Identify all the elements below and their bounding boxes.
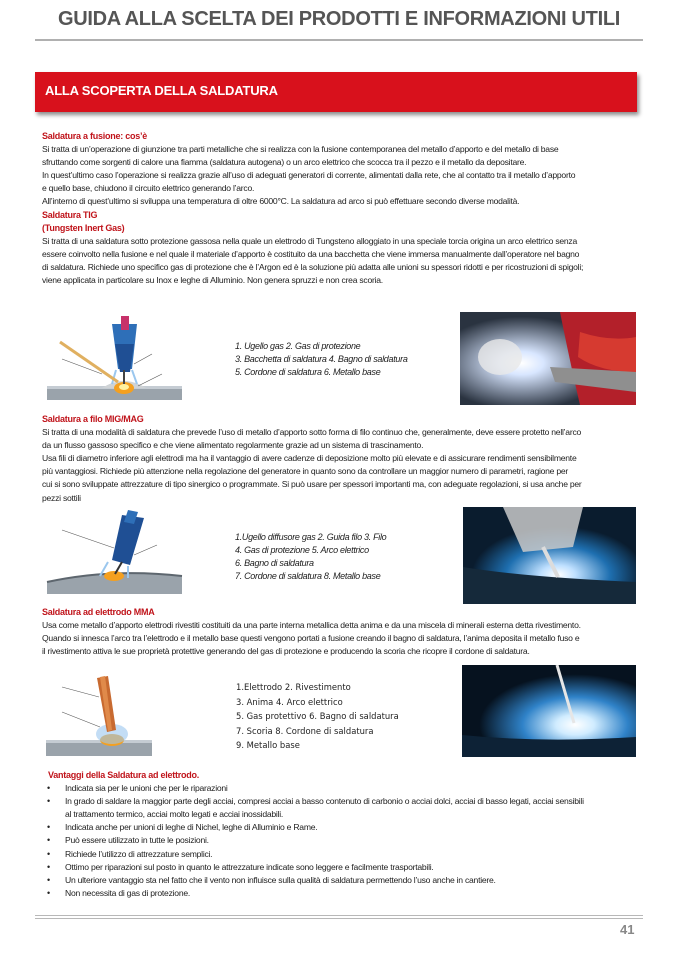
tig-legend-line: 3. Bacchetta di saldatura 4. Bagno di saldatura [235,354,408,364]
fusione-heading: Saldatura a fusione: cos’è [42,131,148,141]
mig-line: più vantaggiosi. Richiede più attenzione nella regolazione del generatore in quanto sono da controllare un maggior numero di parametri, ragione per [42,466,569,477]
list-item: • Richiede l’utilizzo di attrezzature semplici. [42,848,642,861]
tig-subheading: (Tungsten Inert Gas) [42,222,125,233]
mig-line: Usa fili di diametro inferiore agli elettrodi ma ha il vantaggio di avere cadenze di deposizione molto più elevate e di assicurare rendimenti sensibilmente [42,453,577,464]
mig-legend-line: 4. Gas di protezione 5. Arco elettrico [235,545,369,555]
mma-diagram [42,672,154,760]
fusione-line: In quest’ultimo caso l’operazione si realizza grazie all’uso di adeguati generatori di corrente, alimentati dalla rete, che al contatto tra il metallo d’apporto [42,170,576,181]
mma-legend-line: 3. Anima 4. Arco elettrico [236,696,343,707]
list-item-continuation: al trattamento termico, acciai molto legati e acciai inossidabili. [65,809,284,820]
mma-legend-line: 5. Gas protettivo 6. Bagno di saldatura [236,711,399,722]
mma-line: Usa come metallo d’apporto elettrodi rivestiti costituiti da una parte interna metallica detta anima e da una miscela di minerali esterna detta rivestimento. [42,620,581,631]
mma-legend-line: 1.Elettrodo 2. Rivestimento [236,682,351,692]
mig-heading: Saldatura a filo MIG/MAG [42,414,144,424]
mma-line: Quando si innesca l’arco tra l’elettrodo e il metallo base questi vengono portati a fusione creando il bagno di saldatura, l’anima deposita il metallo fuso e [42,633,580,644]
mma-line: il rivestimento attiva le sue proprietà protettive generando del gas di protezione e producendo la scoria che ricopre il cordone di saldatura. [42,646,530,657]
fusione-line: Si tratta di un’operazione di giunzione tra parti metalliche che si realizza con la fusione contemporanea del metallo d’apporto e del metallo di base [42,144,559,155]
page-number: 41 [620,922,635,937]
mma-legend-line: 7. Scoria 8. Cordone di saldatura [236,725,374,736]
list-item: • Indicata sia per le unioni che per le riparazioni [42,782,642,795]
tig-legend [235,340,408,379]
mig-line: da un flusso gassoso specifico e che viene alimentato regolarmente grazie ad un sistema di trascinamento. [42,440,424,451]
mma-heading: Saldatura ad elettrodo MMA [42,607,155,617]
list-item: • Indicata anche per unioni di leghe di Nichel, leghe di Alluminio e Rame. [42,821,642,834]
tig-diagram [42,314,185,406]
fusione-line: sfruttando come sorgenti di calore una fiamma (saldatura autogena) o un arco elettrico che scocca tra il pezzo e il metallo da depositare. [42,157,527,168]
fusione-line: e quello base, chiudono il circuito elettrico generando l’arco. [42,183,255,194]
footer-rule [35,915,643,919]
header-rule [35,39,643,41]
banner-title: ALLA SCOPERTA DELLA SALDATURA [45,83,278,98]
tig-line: viene applicata in particolare su Inox e leghe di Alluminio. Non genera spruzzi e non crea scoria. [42,275,383,286]
mma-legend-line: 9. Metallo base [236,740,300,751]
vantaggi-heading: Vantaggi della Saldatura ad elettrodo. [48,770,200,780]
mig-section [42,413,642,505]
tig-heading: Saldatura TIG [42,209,98,220]
tig-line: di saldatura. Richiede uno specifico gas di protezione che è l’Argon ed è la soluzione più adatta alle unioni su spessori ridotti e per ricostruzioni di spigoli; [42,261,584,272]
mma-section [42,606,642,658]
mig-diagram [42,510,185,600]
fusione-line: All’interno di quest’ultimo si sviluppa una temperatura di oltre 6000°C. La saldatura ad arco si può effettuare secondo diverse modalità. [42,196,520,207]
mig-line: pezzi sottili [42,492,81,503]
mma-legend [236,680,399,753]
list-item: • Un ulteriore vantaggio sta nel fatto che il vento non influisce sulla qualità di saldatura permettendo l’uso anche in cantiere. [42,874,642,887]
mma-photo [462,665,636,757]
tig-legend-line: 1. Ugello gas 2. Gas di protezione [235,341,361,351]
list-item [42,795,642,821]
mig-legend-line: 7. Cordone di saldatura 8. Metallo base [235,571,381,581]
vantaggi-section [42,769,642,900]
list-item: • Può essere utilizzato in tutte le posizioni. [42,834,642,847]
tig-photo [460,312,636,405]
fusione-section [42,130,642,287]
mig-photo [463,507,636,604]
page-title: GUIDA ALLA SCELTA DEI PRODOTTI E INFORMAZIONI UTILI [57,8,621,30]
tig-legend-line: 5. Cordone di saldatura 6. Metallo base [235,367,381,377]
list-item-text: In grado di saldare la maggior parte degli acciai, compresi acciai a basso contenuto di carbonio o acciai dolci, acciai di basso legati, acciai sensibili [65,796,584,807]
section-banner [35,72,637,112]
vantaggi-list [42,782,642,900]
list-item: • Ottimo per riparazioni sul posto in quanto le attrezzature indicate sono leggere e facilmente trasportabili. [42,861,642,874]
tig-line: Si tratta di una saldatura sotto protezione gassosa nella quale un elettrodo di Tungsteno alloggiato in una speciale torcia origina un arco elettrico senza [42,235,578,246]
mig-legend-line: 6. Bagno di saldatura [235,558,314,568]
mig-legend-line: 1.Ugello diffusore gas 2. Guida filo 3. Filo [235,532,387,542]
mig-line: Si tratta di una modalità di saldatura che prevede l’uso di metallo d’apporto sotto forma di filo continuo che, generalmente, deve essere protetto nell’arco [42,427,582,438]
mig-legend [235,531,386,583]
list-item: • Non necessita di gas di protezione. [42,887,642,900]
mig-line: cui si sono sviluppate attrezzature di tipo sinergico o programmate. Si può usare per spessori importanti ma, con adeguate regolazioni, si usa anche per [42,479,582,490]
tig-line: essere coinvolto nella fusione e nel quale il materiale d’apporto è costituito da una bacchetta che viene immersa manualmente dall’operatore nel bagno [42,248,580,259]
